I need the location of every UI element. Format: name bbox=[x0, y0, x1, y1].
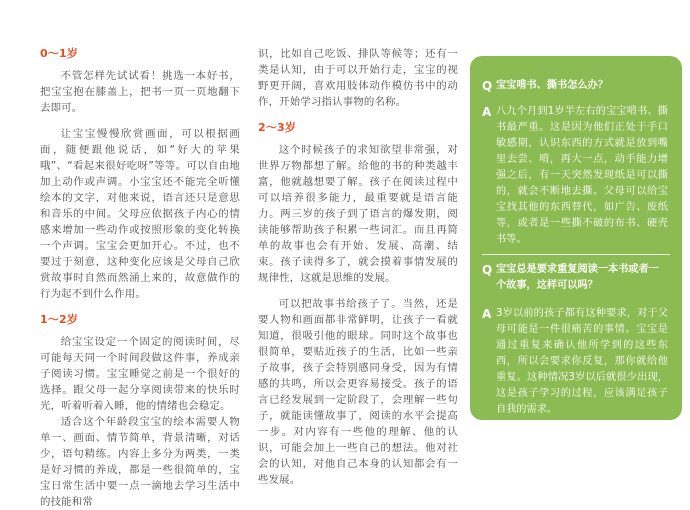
section-heading-0-1: 0～1岁 bbox=[40, 47, 79, 60]
a-marker: A bbox=[482, 105, 492, 119]
paragraph: 可以把故事书给孩子了。当然，还是要人物和画面都非常鲜明，让孩子一看就知道，很吸引他的眼球。同时这个故事也很简单，要贴近孩子的生活，比如一些亲子故事，孩子会特别感同身受，因为有情感的共鸣，所以会更容易接受。孩子的语言已经发展到一定阶段了，会理解一些句子，就能读懂故事了，阅读的水平会提高一步。对内容有一些他的理解、他的认识，可能会加上一些自己的想法。他对社会的认知，对他自己本身的认知都会有一些发展。 bbox=[258, 298, 458, 486]
qa-answer-1 bbox=[482, 104, 668, 248]
paragraph: 让宝宝慢慢欣赏画面，可以根据画面，随便跟他说话，如“好大的苹果哦”、“看起来很好吃呀”等等。可以自由地加上动作或声调。小宝宝还不能完全听懂绘本的文字，对他来说，语言还只是意思和音乐的中间。父母应依据孩子内心的情感来增加一些动作或按照形象的变化转换一个声调。宝宝会更加开心。不过，也不要过于刻意，这种变化应该是父母自己欣赏故事时自然而然涌上来的，故意做作的行为起不到什么作用。 bbox=[40, 128, 240, 300]
panel-divider bbox=[482, 254, 670, 255]
section-heading-1-2: 1～2岁 bbox=[40, 313, 79, 326]
section-heading-2-3: 2～3岁 bbox=[258, 121, 297, 134]
a-marker: A bbox=[482, 307, 492, 321]
qa-question-1 bbox=[482, 78, 668, 94]
q-marker: Q bbox=[482, 79, 493, 93]
qa-answer-2 bbox=[482, 306, 668, 418]
answer-text: 3岁以前的孩子都有这种要求，对于父母可能是一件很痛苦的事情。宝宝是通过重复来确认他所学到的这些东西，所以会要求你反复，那你就给他重复。这种情况3岁以后就很少出现，这是孩子学习的过程，应该满足孩子自我的需求。 bbox=[496, 308, 668, 415]
paragraph: 适合这个年龄段宝宝的绘本需要人物单一、画面、情节简单，背景清晰，对话少，语句精练。内容上多分为两类，一类是好习惯的养成，都是一些很简单的，宝宝日常生活中要一点一滴地去学习生活中的技能和常 bbox=[40, 416, 240, 508]
paragraph-continued: 识，比如自己吃饭、排队等候等；还有一类是认知，由于可以开始行走，宝宝的视野更开阔，喜欢用肢体动作模仿书中的动作，开始学习指认事物的名称。 bbox=[258, 48, 458, 108]
qa-question-2 bbox=[482, 262, 668, 294]
paragraph: 给宝宝设定一个固定的阅读时间，尽可能每天同一个时间段做这件事，养成亲子阅读习惯。宝宝睡觉之前是一个很好的选择。跟父母一起分享阅读带来的快乐时光，听着听着入睡，他的情绪也会稳定。 bbox=[40, 336, 240, 412]
middle-column bbox=[258, 46, 458, 488]
qa-panel bbox=[470, 56, 682, 420]
paragraph: 不管怎样先试试看！挑选一本好书，把宝宝抱在膝盖上，把书一页一页地翻下去即可。 bbox=[40, 70, 240, 114]
paragraph: 这个时候孩子的求知欲望非常强，对世界万物都想了解。给他的书的种类越丰富，他就越想要了解。孩子在阅读过程中可以培养很多能力，最重要就是语言能力。两三岁的孩子到了语言的爆发期，阅读能够帮助孩子积累一些词汇。而且再简单的故事也会有开始、发展、高潮、结束。孩子读得多了，就会摸着事情发展的规律性，这就是思维的发展。 bbox=[258, 144, 458, 284]
q-marker: Q bbox=[482, 263, 493, 277]
question-text: 宝宝总是要求重复阅读一本书或者一个故事，这样可以吗？ bbox=[496, 264, 659, 291]
left-column bbox=[40, 46, 240, 510]
question-text: 宝宝啃书、撕书怎么办？ bbox=[496, 80, 609, 91]
answer-text: 八九个月到1岁半左右的宝宝啃书、撕书最严重。这是因为他们正处于手口敏感期，认识东西的方式就是放到嘴里去尝、啃，再大一点，动手能力增强之后，有一天突然发现纸是可以撕的，就会不断地去撕。父母可以给宝宝找其他的东西替代，如广告、废纸等，或者是一些撕不破的布书、硬壳书等。 bbox=[496, 106, 668, 245]
